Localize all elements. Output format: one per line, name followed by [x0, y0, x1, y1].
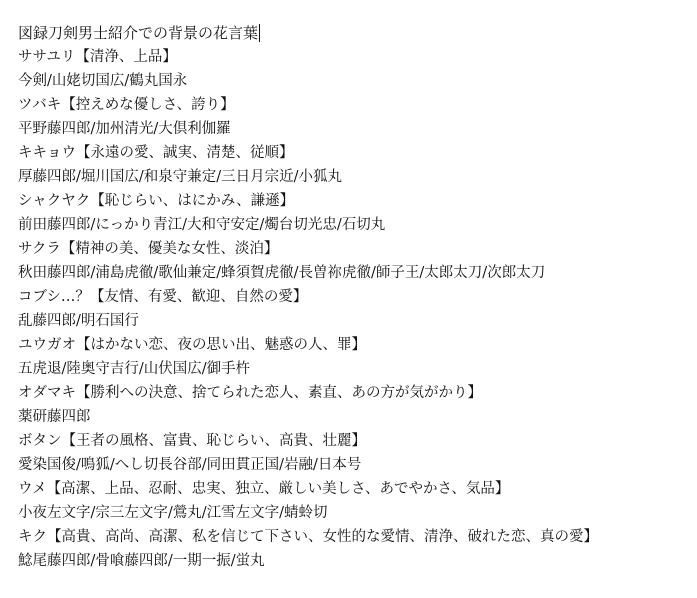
sword-list-shakuyaku: 前田藤四郎/にっかり青江/大和守安定/燭台切光忠/石切丸 — [18, 217, 386, 233]
flower-line-sasayuri: ササユリ【清浄、上品】 — [18, 49, 177, 65]
document-title: 図録刀剣男士紹介での背景の花言葉 — [18, 24, 259, 42]
flower-line-kobushi: コブシ…？【友情、有愛、歓迎、自然の愛】 — [18, 289, 308, 305]
flower-line-botan: ボタン【王者の風格、富貴、恥じらい、高貴、壮麗】 — [18, 433, 366, 449]
flower-line-ume: ウメ【高潔、上品、忍耐、忠実、独立、厳しい美しさ、あでやかさ、気品】 — [18, 481, 510, 497]
sword-list-kobushi: 乱藤四郎/明石国行 — [18, 313, 139, 329]
flower-line-sakura: サクラ【精神の美、優美な女性、淡泊】 — [18, 241, 279, 257]
flower-line-kikyou: キキョウ【永遠の愛、誠実、清楚、従順】 — [18, 145, 294, 161]
sword-list-yuugao: 五虎退/陸奥守吉行/山伏国広/御手杵 — [18, 361, 251, 377]
sword-list-sakura: 秋田藤四郎/浦島虎徹/歌仙兼定/蜂須賀虎徹/長曽祢虎徹/師子王/太郎太刀/次郎太刀 — [18, 265, 546, 281]
sword-list-tsubaki: 平野藤四郎/加州清光/大倶利伽羅 — [18, 121, 231, 137]
sword-list-kiku: 鯰尾藤四郎/骨喰藤四郎/一期一振/蛍丸 — [18, 553, 265, 569]
flower-line-shakuyaku: シャクヤク【恥じらい、はにかみ、謙遜】 — [18, 193, 295, 209]
document-lines — [18, 45, 690, 573]
flower-line-tsubaki: ツバキ【控えめな優しさ、誇り】 — [18, 97, 235, 113]
sword-list-odamaki: 薬研藤四郎 — [18, 409, 91, 425]
text-cursor — [259, 24, 260, 42]
flower-line-kiku: キク【高貴、高尚、高潔、私を信じて下さい、女性的な愛情、清浄、破れた恋、真の愛】 — [18, 529, 598, 545]
sword-list-ume: 小夜左文字/宗三左文字/鶯丸/江雪左文字/蜻蛉切 — [18, 505, 328, 521]
flower-line-odamaki: オダマキ【勝利への決意、捨てられた恋人、素直、あの方が気がかり】 — [18, 385, 482, 401]
sword-list-sasayuri: 今剣/山姥切国広/鶴丸国永 — [18, 73, 188, 89]
sword-list-kikyou: 厚藤四郎/堀川国広/和泉守兼定/三日月宗近/小狐丸 — [18, 169, 343, 185]
sword-list-botan: 愛染国俊/鳴狐/へし切長谷部/同田貫正国/岩融/日本号 — [18, 457, 362, 473]
flower-line-yuugao: ユウガオ【はかない恋、夜の思い出、魅惑の人、罪】 — [18, 337, 366, 353]
document-title-line[interactable] — [18, 21, 690, 45]
document-body[interactable] — [18, 21, 690, 573]
